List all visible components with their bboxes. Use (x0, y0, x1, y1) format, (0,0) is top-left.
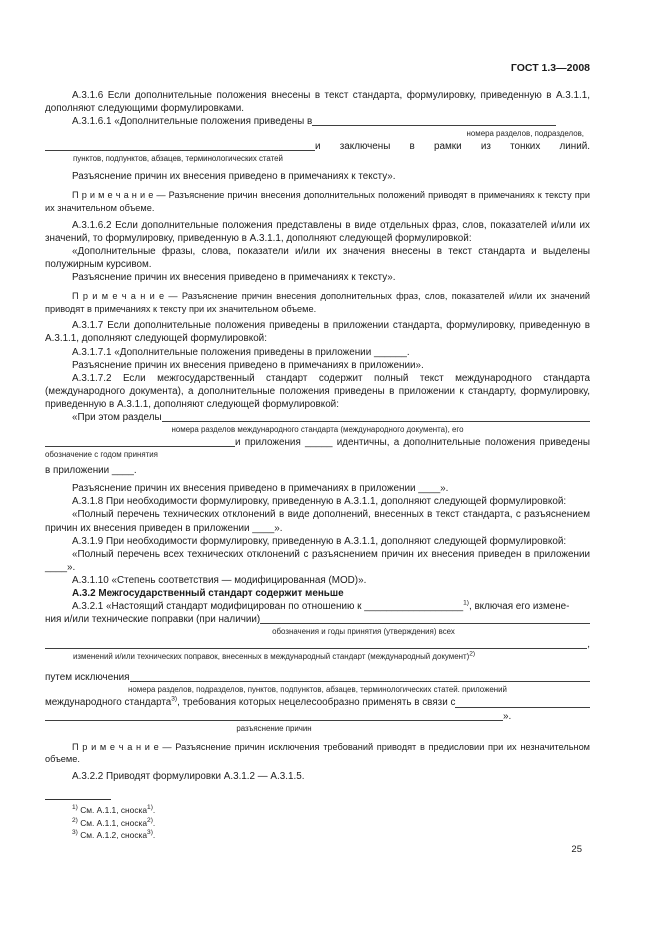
page-number: 25 (571, 844, 582, 855)
a321-text-1: А.3.2.1 «Настоящий стандарт модифицирован по отношению к __________________ (72, 601, 464, 613)
paragraph-a3161: А.3.1.6.1 «Дополнительные положения приведены в (72, 116, 313, 128)
footnote-text: См. А.1.1, сноска (77, 804, 148, 815)
blank-line (45, 638, 587, 649)
paragraph-poln2: «Полный перечень всех технических отклонений с разъяснением причин их внесения приведен в приложении ____». (45, 548, 590, 573)
note-3: П р и м е ч а н и е — Разъяснение причин исключения требований приводят в предисловии при их незначительном объеме. (45, 741, 590, 765)
paragraph-razyasnenie-3: Разъяснение причин их внесения приведено в примечаниях в приложении». (72, 359, 424, 371)
caption-razyasnenie-prichin: разъяснение причин (236, 723, 312, 733)
footnote-ref-2: 2) (469, 650, 476, 658)
paragraph-a3171: А.3.1.7.1 «Дополнительные положения приведены в приложении ______. (72, 346, 410, 358)
paragraph-a321-line1 (45, 600, 590, 613)
blank-line (260, 613, 590, 624)
footnotes-block (45, 799, 590, 842)
blank-line (162, 411, 590, 422)
footnote-marker: 2) (72, 816, 78, 824)
a321-text-2: , включая его измене- (468, 601, 570, 613)
a321-close-quote: ». (503, 710, 512, 722)
fill-line-razdely (45, 411, 590, 424)
footnote-period: . (152, 817, 156, 828)
footnote-marker: 1) (72, 804, 78, 812)
paragraph-pri-etom: «При этом разделы (72, 411, 162, 423)
fill-line-prilozheniya (45, 436, 590, 449)
a321-text-putem: путем исключения (45, 672, 130, 684)
fill-line-putem (45, 671, 590, 684)
paragraph-prilozheniya-identichny: и приложения _____ идентичны, а дополнительные положения приведены (235, 437, 590, 449)
a321-comma: , (587, 639, 590, 651)
paragraph-razyasnenie-2: Разъяснение причин их внесения приведено в примечаниях к тексту». (72, 272, 396, 284)
paragraph-razyasnenie-4: Разъяснение причин их внесения приведено в примечаниях в приложении ____». (72, 483, 449, 495)
fill-line-standarta (45, 696, 590, 709)
footnote-marker: 3) (72, 829, 78, 837)
footnote-2 (45, 817, 590, 830)
footnote-3 (45, 829, 590, 842)
blank-line (130, 671, 590, 682)
caption-razdely: номера разделов, подразделов, (466, 129, 584, 139)
page-content (45, 62, 590, 855)
blank-line (45, 436, 235, 447)
footnote-ref-1: 1) (463, 600, 469, 607)
blank-line (312, 115, 556, 126)
paragraph-a322: А.3.2.2 Приводят формулировки А.3.1.2 — А.3.1.5. (72, 770, 305, 782)
paragraph-a316: А.3.1.6 Если дополнительные положения внесены в текст стандарта, формулировку, приведенную в А.3.1.1, дополняют следующими формулировками. (45, 90, 590, 115)
blank-line (455, 697, 590, 708)
footnote-inner-ref: 1) (147, 804, 153, 812)
paragraph-a3162: А.3.1.6.2 Если дополнительные положения представлены в виде отдельных фраз, слов, показателей и/или их значений, то формулировку, приведенную в А.3.1.1, дополняют следующей формулировкой: (45, 219, 590, 244)
paragraph-a3110: А.3.1.10 «Степень соответствия — модифицированная (MOD)». (72, 574, 367, 586)
footnote-separator (45, 799, 111, 800)
footnote-period: . (152, 804, 156, 815)
footnote-period: . (152, 830, 156, 841)
caption-izmeneniy (45, 651, 590, 663)
footnote-inner-ref: 3) (147, 829, 153, 837)
document-title: ГОСТ 1.3—2008 (510, 62, 590, 74)
caption-oboznachenie: обозначение с годом принятия (45, 450, 158, 460)
footnote-1 (45, 804, 590, 817)
footnote-ref-3: 3) (171, 696, 178, 704)
note-1: П р и м е ч а н и е — Разъяснение причин внесения дополнительных положений приводят в примечаниях к тексту при их значительном объеме. (45, 190, 590, 214)
footnote-inner-ref: 2) (147, 816, 153, 824)
paragraph-razyasnenie-1: Разъяснение причин их внесения приведено в примечаниях к тексту». (72, 171, 396, 183)
paragraph-v-prilozhenii: в приложении ____. (45, 465, 137, 477)
fill-line-a3161 (45, 115, 590, 128)
fill-line-a3161-2 (45, 140, 590, 153)
footnote-text: См. А.1.2, сноска (77, 830, 148, 841)
caption-nomera-mezhdunarodnogo: номера разделов международного стандарта (международного документа), его (171, 425, 464, 435)
a321-text-5a: международного стандарта (45, 697, 172, 709)
paragraph-frazy: «Дополнительные фразы, слова, показатели и/или их значения внесены в текст стандарта и выделены полужирным курсивом. (45, 245, 590, 270)
paragraph-a319: А.3.1.9 При необходимости формулировку, приведенную в А.3.1.1, дополняют следующей формулировкой: (72, 535, 567, 547)
caption-punkty: пунктов, подпунктов, абзацев, терминологических статей (73, 154, 283, 164)
paragraph-a317: А.3.1.7 Если дополнительные положения приведены в приложении стандарта, формулировку, приведенную в А.3.1.1, дополняют следующей формулировкой: (45, 320, 590, 345)
caption-nomera-razdelov: номера разделов, подразделов, пунктов, подпунктов, абзацев, терминологических статей. приложений (128, 685, 507, 695)
note-2: П р и м е ч а н и е — Разъяснение причин внесения дополнительных фраз, слов, показателей и/или их значений приводят в примечаниях к тексту при их значительном объеме. (45, 291, 590, 314)
blank-line (45, 140, 315, 151)
heading-a32: А.3.2 Межгосударственный стандарт содержит меньше (72, 588, 344, 599)
paragraph-poln1: «Полный перечень технических отклонений в виде дополнений, внесенных в текст стандарта, с разъяснением причин их внесения приведен в приложении ____». (45, 509, 590, 534)
caption-oboznacheniya-gody: обозначения и годы принятия (утверждения) всех (272, 627, 455, 637)
blank-line (45, 710, 503, 721)
fill-line-popravki (45, 613, 590, 626)
fill-line-full (45, 638, 590, 651)
fill-line-end-quote (45, 710, 590, 723)
paragraph-a3161-cont: и заключены в рамки из тонких линий. (315, 141, 590, 153)
paragraph-a3172: А.3.1.7.2 Если межгосударственный стандарт содержит полный текст международного стандарта (международного документа), а дополнительные положения приведены в приложении к стандарту, формулировку, приведенную в А.3.1.1, дополняют следующей формулировкой: (45, 372, 590, 410)
a321-text-3: ния и/или технические поправки (при наличии) (45, 614, 261, 626)
footnote-text: См. А.1.1, сноска (77, 817, 148, 828)
a321-text-5 (45, 696, 455, 709)
a321-text-5b: , требования которых нецелесообразно применять в связи с (177, 697, 456, 709)
caption-izmeneniy-text: изменений и/или технических поправок, внесенных в международный стандарт (международный документ) (73, 652, 470, 662)
paragraph-a318: А.3.1.8 При необходимости формулировку, приведенную в А.3.1.1, дополняют следующей формулировкой: (72, 496, 567, 508)
